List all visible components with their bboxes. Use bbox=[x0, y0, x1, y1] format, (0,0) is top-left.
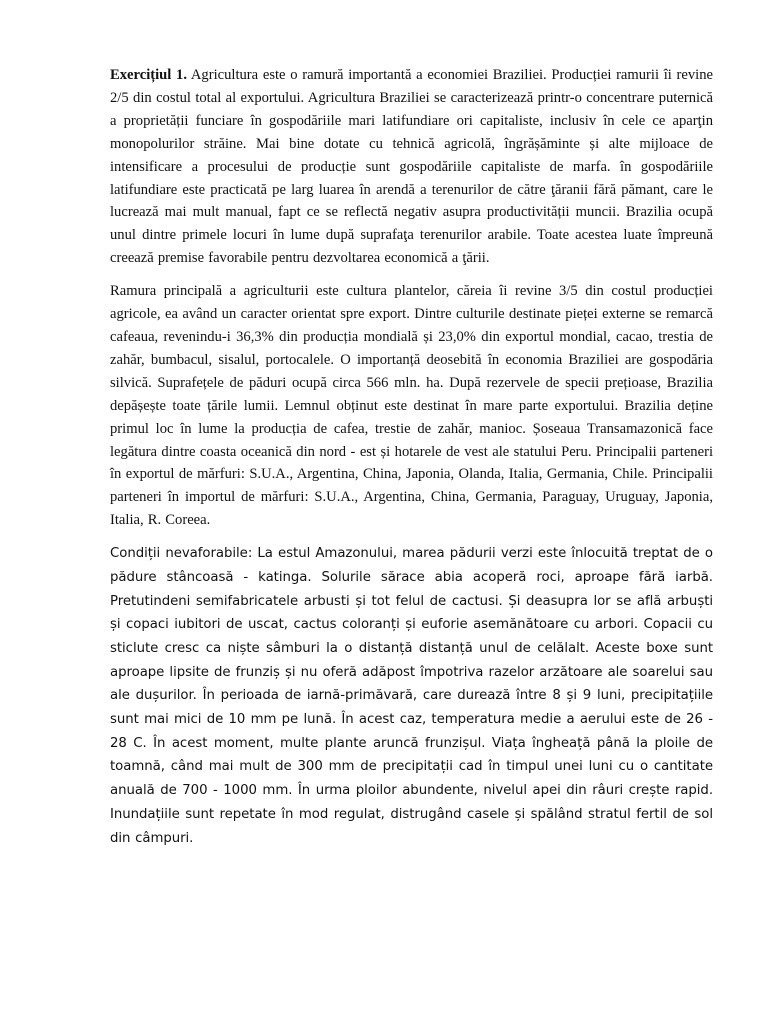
paragraph-agriculture-overview bbox=[110, 64, 713, 270]
paragraph-1-text: Agricultura este o ramură importantă a economiei Braziliei. Producției ramurii îi revine 2/5 din costul total al exportului. Agricultura Braziliei se caracterizează printr-o concentrare puternică a proprietății funciare în gospodăriile mari latifundiare ori capitaliste, inclusiv în cele ce aparţin monopolurilor străine. Mai bine dotate cu tehnică agricolă, îngrășăminte și alte mijloace de intensificare a procesului de producție sunt gospodăriile capitaliste de marfa. în gospodăriile latifundiare este practicată pe larg luarea în arendă a terenurilor de către ţăranii fără pămant, care le lucrează mai mult manual, fapt ce se reflectă negativ asupra productivității muncii. Brazilia ocupă unul dintre primele locuri în lume după suprafaţa terenurilor arabile. Toate acestea luate împreună creează premise favorabile pentru dezvoltarea economică a ţării. bbox=[110, 67, 713, 267]
paragraph-3-lead: Condiții nevaforabile bbox=[110, 546, 248, 562]
exercise-heading: Exercițiul 1. bbox=[110, 67, 187, 83]
paragraph-3-text: : La estul Amazonului, marea pădurii verzi este înlocuită treptat de o pădure stâncoasă - katinga. Solurile sărace abia acoperă roci, aproape fără iarbă. Pretutindeni semifabricatele arbusti și tot felul de cactusi. Și deasupra lor se află arbuști și copaci iubitori de uscat, cactus coloranți și euforie asemănătoare cu arbori. Copacii cu sticlute cresc ca niște sâmburi la o distanță distanță unul de celălalt. Aceste boxe sunt aproape lipsite de frunziș și nu oferă adăpost împotriva razelor arzătoare ale soarelui sau ale dușurilor. În perioada de iarnă-primăvară, care durează între 8 și 9 luni, precipitațiile sunt mai mici de 10 mm pe lună. În acest caz, temperatura medie a aerului este de 26 - 28 C. În acest moment, multe plante aruncă frunzișul. Viața îngheață până la ploile de toamnă, când mai mult de 300 mm de precipitații cad în timpul unei luni cu o cantitate anuală de 700 - 1000 mm. În urma ploilor abundente, nivelul apei din râuri crește rapid. Inundațiile sunt repetate în mod regulat, distrugând casele și spălând stratul fertil de sol din câmpuri. bbox=[110, 546, 713, 846]
document-page bbox=[110, 64, 713, 850]
paragraph-plant-cultivation: Ramura principală a agriculturii este cultura plantelor, căreia îi revine 3/5 din costul producției agricole, ea având un caracter orientat spre export. Dintre culturile destinate pieței externe se remarcă cafeaua, revenindu-i 36,3% din producția mondială și 23,0% din exportul mondial, cacao, trestia de zahăr, bumbacul, sisalul, portocalele. O importanță deosebită în economia Braziliei are gospodăria silvică. Suprafețele de păduri ocupă circa 566 mln. ha. După rezervele de specii prețioase, Brazilia depășește toate țările lumii. Lemnul obținut este destinat în mare parte exportului. Brazilia deține primul loc în lume la producția de cafea, trestie de zahăr, manioc. Șoseaua Transamazonică face legătura dintre coasta oceanică din nord - est și hotarele de vest ale statului Peru. Principalii parteneri în exportul de mărfuri: S.U.A., Argentina, China, Japonia, Olanda, Italia, Germania, Chile. Principalii parteneri în importul de mărfuri: S.U.A., Argentina, China, Germania, Paraguay, Uruguay, Japonia, Italia, R. Coreea. bbox=[110, 283, 713, 529]
paragraph-unfavorable-conditions bbox=[110, 542, 713, 850]
